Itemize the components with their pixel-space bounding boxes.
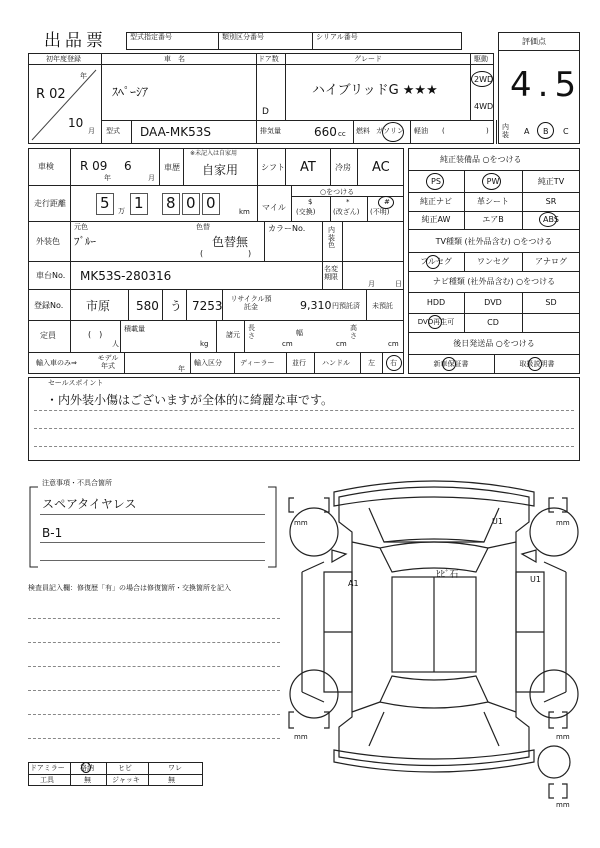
load-unit: kg xyxy=(200,340,209,348)
interior-label: 内装 xyxy=(502,123,509,139)
chassis-label: 車台No. xyxy=(36,271,66,280)
equip-aw: 純正AW xyxy=(421,215,451,224)
length-label: 長さ xyxy=(248,324,255,340)
inspection-label: 車検 xyxy=(38,162,54,171)
width-unit: cm xyxy=(336,340,347,348)
later-warranty: 新車保証書 xyxy=(433,360,469,368)
sales-point-text: ・内外装小傷はございますが全体的に綺麗な車です。 xyxy=(46,393,334,407)
shift-value: AT xyxy=(300,160,316,175)
unknown-circle xyxy=(378,196,394,209)
mileage-digit-1: 5 xyxy=(100,194,110,212)
sales-point-box xyxy=(28,377,580,461)
drive-4wd: 4WD xyxy=(474,102,494,111)
later-warranty-circle xyxy=(442,357,456,371)
length-unit: cm xyxy=(282,340,293,348)
navi-title: ナビ種類 (社外品含む) ○をつける xyxy=(432,277,556,286)
capacity-value: ( ) xyxy=(88,330,103,339)
damage-mark-a1: A1 xyxy=(348,579,359,588)
car-damage-diagram xyxy=(284,462,584,812)
equip-abs-circle xyxy=(539,212,557,227)
jack-label: ジャッキ xyxy=(112,776,140,784)
model-value: DAA-MK53S xyxy=(140,125,211,139)
interior-color-label: 内装色 xyxy=(328,226,335,250)
first-registration-year-suffix: 年 xyxy=(80,72,87,80)
import-label: 輸入車のみ⇒ xyxy=(36,359,77,367)
equip-tv: 純正TV xyxy=(537,177,565,186)
height-label: 高さ xyxy=(350,324,357,340)
inspection-era: R 09 xyxy=(80,159,108,173)
tv-fullseg: フルセグ xyxy=(420,257,452,266)
type-designation-label: 型式指定番号 xyxy=(130,33,172,41)
registration-label: 登録No. xyxy=(34,301,64,310)
score-label: 評価点 xyxy=(522,37,546,46)
grade-label: グレード xyxy=(354,55,382,63)
notes-label: 注意事項・不具合箇所 xyxy=(42,479,112,487)
mileage-digit-4: 0 xyxy=(186,194,196,212)
altered-symbol: * xyxy=(346,198,350,206)
equipment-title: 純正装備品 ○をつける xyxy=(440,155,522,164)
name-change-label: 名変期限 xyxy=(324,265,338,282)
later-manual-circle xyxy=(528,357,542,371)
first-registration-era: R 02 xyxy=(36,87,66,102)
mm-label-front-left: mm xyxy=(294,519,308,527)
drive-label: 駆動 xyxy=(474,55,488,63)
equip-abs: ABS xyxy=(543,215,559,224)
notes-line-2: B-1 xyxy=(42,526,63,540)
model-year-unit: 年 xyxy=(178,365,185,373)
model-year-label: モデル年式 xyxy=(97,354,119,371)
registration-serial: 7253 xyxy=(192,299,223,313)
replaced-label: (交換) xyxy=(296,208,316,216)
interior-a: A xyxy=(524,127,530,136)
door-mirror-label: ドアミラー xyxy=(30,764,65,772)
handle-right-circle xyxy=(386,355,402,371)
equip-ps: PS xyxy=(431,177,441,186)
drive-2wd-circle xyxy=(471,71,493,87)
mileage-label: 走行距離 xyxy=(34,199,66,208)
parallel-label: 並行 xyxy=(292,359,306,367)
displacement-value: 660 xyxy=(314,125,337,139)
recycle-value: 9,310 xyxy=(300,299,332,312)
history-label: 車歴 xyxy=(164,163,180,172)
car-name-label: 車 名 xyxy=(164,55,185,63)
mile-label: マイル xyxy=(262,203,286,212)
damage-mark-hibi: ﾋﾋﾞ石 xyxy=(436,570,459,580)
recycle-suffix: 円預託済 xyxy=(332,302,360,310)
fuel-gasoline-circle xyxy=(382,122,404,142)
header-code-box xyxy=(126,32,462,50)
load-label: 積載量 xyxy=(124,325,145,333)
exterior-color-label: 外装色 xyxy=(36,237,60,246)
aircon-value: AC xyxy=(372,160,390,175)
mileage-man: 万 xyxy=(118,207,125,215)
name-change-month: 月 xyxy=(368,280,375,288)
sales-point-label: セールスポイント xyxy=(48,379,104,387)
chassis-value: MK53S-280316 xyxy=(80,269,172,283)
equip-pw: PW xyxy=(486,177,500,186)
navi-sd: SD xyxy=(545,298,557,307)
mileage-digit-5: 0 xyxy=(206,194,216,212)
aircon-label: 冷房 xyxy=(335,163,351,172)
navi-hdd: HDD xyxy=(426,298,446,307)
jack-value: 無 xyxy=(168,776,175,784)
original-color-label: 元色 xyxy=(74,223,88,231)
displacement-unit: cc xyxy=(338,130,346,138)
tv-title: TV種類 (社外品含む) ○をつける xyxy=(435,237,553,246)
handle-label: ハンドル xyxy=(322,359,350,367)
equip-pw-circle xyxy=(482,173,501,190)
first-registration-label: 初年度登録 xyxy=(46,55,81,63)
damage-mark-u1-front: U1 xyxy=(492,517,503,526)
mirror-crack: ヒビ xyxy=(118,764,132,772)
capacity-unit: 人 xyxy=(112,340,119,348)
car-name-value: ｽﾍﾟｰｼｱ xyxy=(112,85,149,99)
unknown-symbol: # xyxy=(384,198,390,206)
fuel-value: ガソリン xyxy=(376,127,404,135)
color-paren-open: ( xyxy=(200,249,204,258)
mileage-mark-note: ○をつける xyxy=(320,188,355,196)
inspection-month-unit: 月 xyxy=(148,174,155,182)
drive-2wd: 2WD xyxy=(474,75,494,84)
navi-dvd-play-circle xyxy=(428,315,442,329)
inspection-year-unit: 年 xyxy=(104,174,111,182)
color-paren-close: ) xyxy=(248,249,252,258)
mileage-digit-3: 8 xyxy=(166,194,176,212)
mirror-break: ワレ xyxy=(168,764,182,772)
width-label: 幅 xyxy=(296,329,303,337)
handle-left: 左 xyxy=(368,359,375,367)
history-value: 自家用 xyxy=(202,163,239,177)
equip-leather: 革シート xyxy=(477,197,509,206)
unknown-label: (不明) xyxy=(370,208,390,216)
color-change-value: 色替無 xyxy=(212,235,249,249)
mirror-fold: 格納 xyxy=(80,764,94,772)
inspector-label: 検査員記入欄：修復歴「有」の場合は修復箇所・交換箇所を記入 xyxy=(28,584,231,592)
mm-label-rear-right: mm xyxy=(556,733,570,741)
interior-b: B xyxy=(543,127,549,136)
history-note: ※未記入は自家用 xyxy=(190,150,238,157)
recycle-unpaid: 未預託 xyxy=(372,302,393,310)
color-no-label: カラーNo. xyxy=(268,224,306,233)
dealer-label: ディーラー xyxy=(240,359,275,367)
serial-number-label: シリアル番号 xyxy=(316,33,358,41)
color-change-label: 色替 xyxy=(196,223,210,231)
height-unit: cm xyxy=(388,340,399,348)
registration-kana: う xyxy=(170,299,183,313)
diesel-label: 軽油 xyxy=(414,127,428,135)
category-number-label: 類別区分番号 xyxy=(222,33,264,41)
mileage-digit-2: 1 xyxy=(134,194,144,212)
navi-dvd-play: DVD再生可 xyxy=(417,318,455,326)
equip-sr: SR xyxy=(545,197,557,206)
tools-value: 無 xyxy=(84,776,91,784)
capacity-label: 定員 xyxy=(40,331,56,340)
tv-oneseg: ワンセグ xyxy=(477,257,509,266)
mm-label-rear-left: mm xyxy=(294,733,308,741)
name-change-day: 日 xyxy=(395,280,402,288)
mirror-fold-circle xyxy=(81,762,91,773)
damage-mark-u1-side: U1 xyxy=(530,575,541,584)
equip-airbag: エアB xyxy=(482,215,504,224)
inspection-month: 6 xyxy=(124,159,132,173)
interior-b-circle xyxy=(537,122,554,139)
handle-right: 右 xyxy=(390,359,397,367)
recycle-label: リサイクル預託金 xyxy=(230,295,272,312)
navi-cd: CD xyxy=(487,318,499,327)
equip-ps-circle xyxy=(426,173,444,190)
replaced-symbol: $ xyxy=(308,198,313,206)
tools-label: 工具 xyxy=(40,776,54,784)
later-manual: 取扱説明書 xyxy=(519,360,555,368)
fuel-label: 燃料 xyxy=(356,127,370,135)
mm-label-spare: mm xyxy=(556,801,570,809)
score-value: 4.5 xyxy=(510,65,583,105)
dims-label: 諸元 xyxy=(226,331,240,339)
fuel-paren-close: ) xyxy=(486,127,489,135)
registration-number: 580 xyxy=(136,299,159,313)
first-registration-month-suffix: 月 xyxy=(88,127,95,135)
import-type-label: 輸入区分 xyxy=(194,359,222,367)
exterior-color-value: ﾌﾞﾙｰ xyxy=(74,235,96,248)
doors-label: ドア数 xyxy=(258,55,279,63)
grade-value: ハイブリッドG ★★★ xyxy=(312,83,438,98)
page-title: 出品票 xyxy=(44,31,107,51)
mileage-unit: km xyxy=(239,208,250,216)
mm-label-front-right: mm xyxy=(556,519,570,527)
first-registration-month: 10 xyxy=(68,116,84,130)
displacement-label: 排気量 xyxy=(260,127,281,135)
navi-dvd: DVD xyxy=(484,298,502,307)
interior-c: C xyxy=(563,127,569,136)
fuel-paren-open: ( xyxy=(442,127,445,135)
tv-analog: アナログ xyxy=(535,257,567,266)
shift-label: シフト xyxy=(261,163,285,172)
tv-fullseg-circle xyxy=(426,255,440,269)
notes-line-1: スペアタイヤレス xyxy=(42,497,137,511)
door-value: D xyxy=(262,107,269,117)
model-label: 型式 xyxy=(106,127,120,135)
later-title: 後日発送品 ○をつける xyxy=(453,339,535,348)
altered-label: (改ざん) xyxy=(333,208,360,216)
registration-city: 市原 xyxy=(86,299,111,313)
equip-navi: 純正ナビ xyxy=(420,197,452,206)
